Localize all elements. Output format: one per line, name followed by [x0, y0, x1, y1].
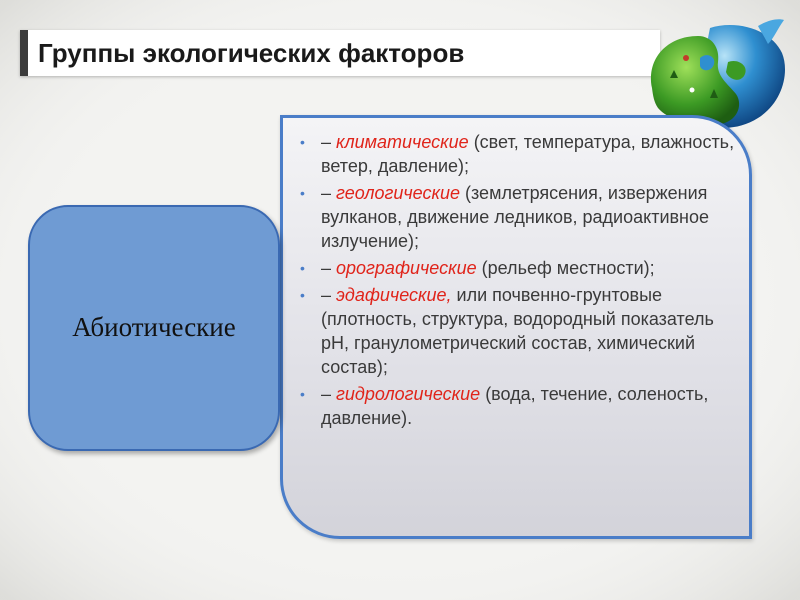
list-item: [300, 283, 740, 379]
item-prefix: –: [321, 132, 337, 152]
factor-description: или почвенно-грунтовые (плотность, структура, водородный показатель рН, гранулометрический состав, химический состав);: [321, 285, 714, 377]
factor-description: (рельеф местности);: [476, 258, 655, 278]
factor-term: климатические: [336, 132, 469, 152]
bullet-dot-icon: •: [300, 185, 305, 201]
category-label: Абиотические: [72, 312, 236, 342]
bullet-dot-icon: •: [300, 386, 305, 402]
slide-title: Группы экологических факторов: [38, 38, 465, 68]
item-prefix: –: [321, 183, 337, 203]
list-item: [300, 130, 740, 178]
list-item: [300, 181, 740, 253]
bullet-dot-icon: •: [300, 287, 305, 303]
factor-description: (свет, температура, влажность, ветер, давление);: [321, 132, 735, 176]
list-item: [300, 256, 740, 280]
list-item: [300, 382, 740, 430]
factor-description: (землетрясения, извержения вулканов, движение ледников, радиоактивное излучение);: [321, 183, 710, 251]
bullet-dot-icon: •: [300, 134, 305, 150]
factor-term: геологические: [336, 183, 461, 203]
factor-term: орографические: [336, 258, 477, 278]
item-prefix: –: [321, 384, 337, 404]
factor-description: (вода, течение, соленость, давление).: [321, 384, 709, 428]
item-prefix: –: [321, 258, 337, 278]
factor-term: гидрологические: [336, 384, 481, 404]
item-prefix: –: [321, 285, 337, 305]
factor-term: эдафические,: [336, 285, 452, 305]
title-accent-bar: [20, 30, 28, 76]
bullet-dot-icon: •: [300, 260, 305, 276]
factors-list: [300, 130, 740, 433]
